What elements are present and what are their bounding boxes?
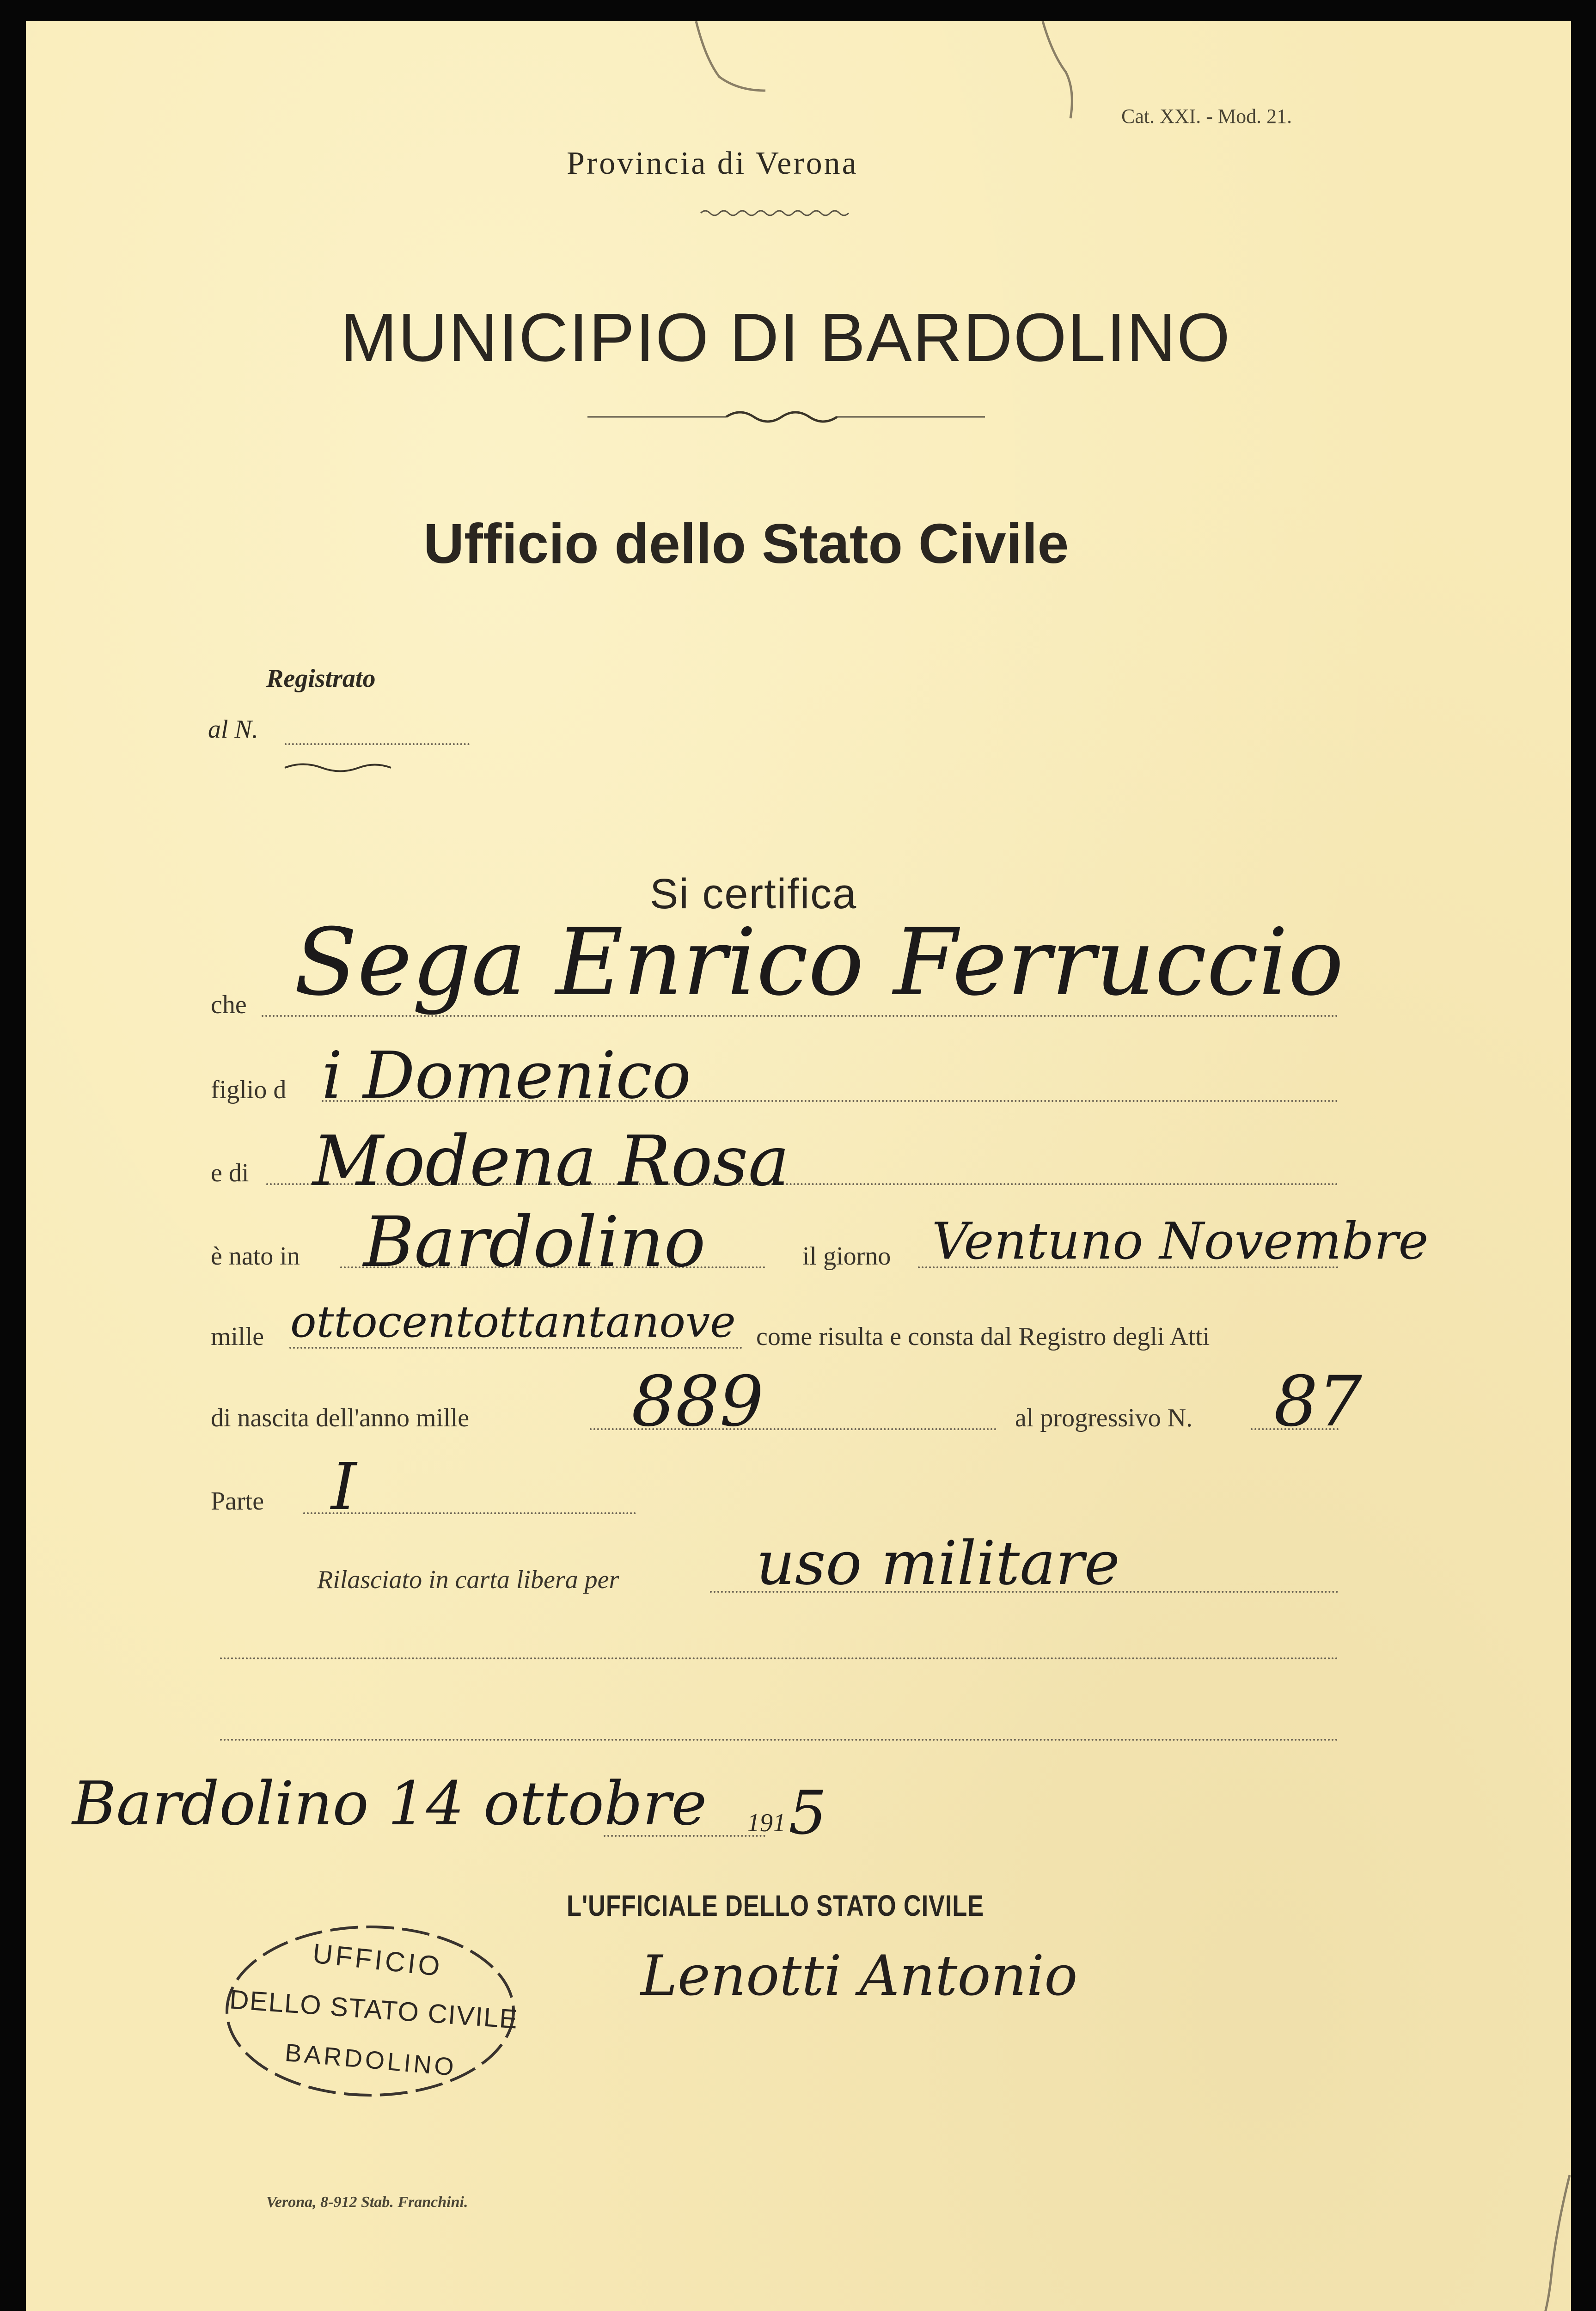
label-nascita: di nascita dell'anno mille (211, 1404, 470, 1432)
ornament-divider (587, 408, 985, 426)
ornament-wave-small (701, 206, 849, 220)
birthplace: Bardolino (363, 1202, 706, 1283)
province-title: Provincia di Verona (567, 146, 858, 181)
label-mille: mille (211, 1322, 264, 1351)
label-e-di: e di (211, 1159, 249, 1187)
printer-credit: Verona, 8-912 Stab. Franchini. (266, 2194, 468, 2211)
official-title: L'UFFICIALE DELLO STATO CIVILE (567, 1889, 984, 1922)
label-rilasciato: Rilasciato in carta libera per (317, 1565, 619, 1594)
issue-date-line (604, 1835, 765, 1837)
label-giorno: il giorno (802, 1242, 891, 1271)
registration-number-line (285, 743, 470, 745)
label-registro: come risulta e consta dal Registro degli Atti (756, 1322, 1210, 1351)
paper-tear (26, 21, 1571, 114)
purpose: uso militare (756, 1528, 1120, 1598)
ornament-swash (285, 761, 391, 775)
stamp-line-1: UFFICIO (311, 1938, 444, 1982)
office-title: Ufficio dello Stato Civile (423, 512, 1069, 575)
issue-year-suffix: 5 (789, 1778, 827, 1848)
label-nato-in: è nato in (211, 1242, 300, 1271)
catalog-code: Cat. XXI. - Mod. 21. (1121, 105, 1292, 128)
register-year: 889 (631, 1362, 764, 1442)
official-signature: Lenotti Antonio (641, 1944, 1078, 2008)
office-stamp (220, 1921, 520, 2101)
birth-year-words: ottocentottantanove (290, 1297, 736, 1347)
part: I (331, 1449, 357, 1525)
birth-day: Ventuno Novembre (932, 1211, 1429, 1271)
person-name: Sega Enrico Ferruccio (294, 909, 1344, 1016)
certifies-heading: Si certifica (650, 870, 857, 917)
stamp-line-3: BARDOLINO (284, 2038, 458, 2082)
progressive-number: 87 (1274, 1362, 1362, 1442)
label-che: che (211, 990, 247, 1019)
certificate-sheet (26, 21, 1571, 2311)
label-progressivo: al progressivo N. (1015, 1404, 1193, 1432)
registration-label: Registrato (266, 664, 376, 693)
stamp-line-2: DELLO STATO CIVILE (228, 1984, 520, 2035)
label-parte: Parte (211, 1487, 264, 1516)
mother-name: Modena Rosa (312, 1121, 790, 1202)
issue-place-date: Bardolino 14 ottobre (72, 1768, 707, 1839)
paper-tear-bottom (1500, 2175, 1571, 2311)
label-figlio: figlio d (211, 1076, 287, 1104)
blank-line-2 (220, 1739, 1339, 1741)
registration-number-label: al N. (208, 715, 258, 744)
blank-line-1 (220, 1657, 1339, 1659)
father-name: i Domenico (322, 1038, 691, 1113)
issue-year-prefix: 191 (747, 1809, 786, 1837)
municipality-title: MUNICIPIO DI BARDOLINO (340, 300, 1231, 376)
